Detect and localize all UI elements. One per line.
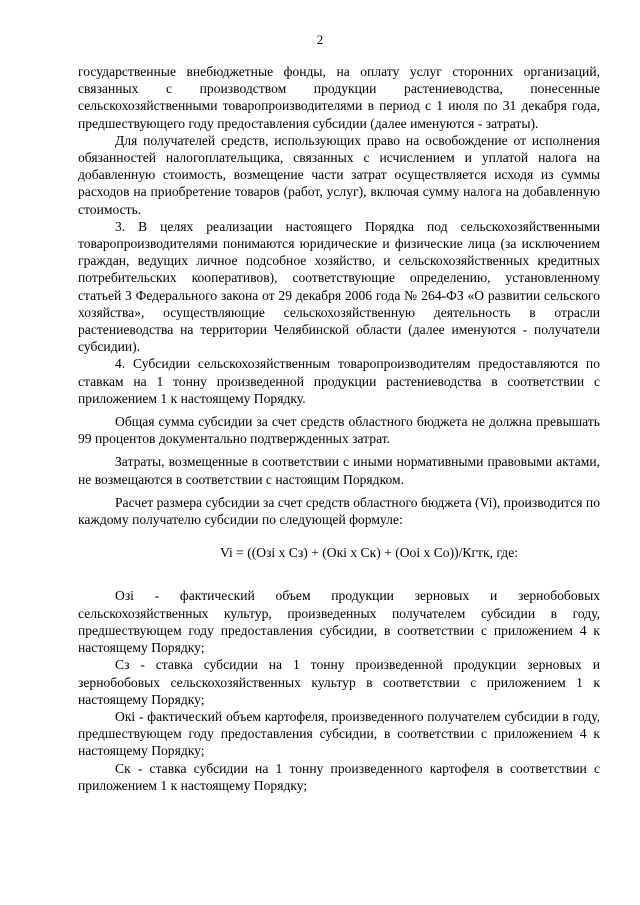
document-body xyxy=(78,63,600,794)
subsidy-formula xyxy=(78,544,600,561)
paragraph-vat: Для получателей средств, использующих право на освобождение от исполнения обязанностей налогоплательщика, связанных с исчислением и уплатой налога на добавленную стоимость, возмещение части затрат осуществляется исходя из суммы расходов на приобретение товаров (работ, услуг), включая сумму налога на добавленную стоимость. xyxy=(78,132,600,217)
definition-sz: Сз - ставка субсидии на 1 тонну произведенной продукции зерновых и зернобобовых сельскохозяйственных культур в соответствии с приложением 1 к настоящему Порядку; xyxy=(78,657,600,707)
paragraph-4: 4. Субсидии сельскохозяйственным товаропроизводителям предоставляются по ставкам на 1 тонну произведенной продукции растениеводства в соответствии с приложением 1 к настоящему Порядку. xyxy=(78,356,600,406)
page-number: 2 xyxy=(316,32,324,47)
formula-text: Vi = ((Озi x Сз) + (Окi x Ск) + (Ооi x Со))/Кгтк, где: xyxy=(219,545,519,561)
paragraph-total-limit: Общая сумма субсидии за счет средств областного бюджета не должна превышать 99 процентов документально подтвержденных затрат. xyxy=(78,414,600,447)
definition-ozi: Озi - фактический объем продукции зерновых и зернобобовых сельскохозяйственных культур, произведенных получателем субсидии в году, предшествующем году предоставления субсидии, в соответствии с приложением 4 к настоящему Порядку; xyxy=(78,588,600,656)
definition-sk: Ск - ставка субсидии на 1 тонну произведенного картофеля в соответствии с приложением 1 к настоящему Порядку; xyxy=(78,760,600,793)
definition-oki: Окi - фактический объем картофеля, произведенного получателем субсидии в году, предшествующем году предоставления субсидии, в соответствии с приложением 4 к настоящему Порядку; xyxy=(78,708,600,759)
paragraph-other-acts: Затраты, возмещенные в соответствии с иными нормативными правовыми актами, не возмещаются в соответствии с настоящим Порядком. xyxy=(78,454,600,487)
paragraph-calculation: Расчет размера субсидии за счет средств областного бюджета (Vi), производится по каждому получателю субсидии по следующей формуле: xyxy=(78,494,600,528)
paragraph-3: 3. В целях реализации настоящего Порядка под сельскохозяйственными товаропроизводителями понимаются юридические и физические лица (за исключением граждан, ведущих личное подсобное хозяйство, и сельскохозяйственных кредитных потребительских кооперативов), соответствующие определению, установленному статьей 3 Федерального закона от 29 декабря 2006 года № 264-ФЗ «О развитии сельского хозяйства», осуществляющие сельскохозяйственную деятельность в отрасли растениеводства на территории Челябинской области (далее именуются - получатели субсидии). xyxy=(78,218,600,355)
paragraph-costs: государственные внебюджетные фонды, на оплату услуг сторонних организаций, связанных с производством продукции растениеводства, понесенные сельскохозяйственными товаропроизводителями в период с 1 июля по 31 декабря года, предшествующего году предоставления субсидии (далее именуются - затраты). xyxy=(78,64,600,131)
